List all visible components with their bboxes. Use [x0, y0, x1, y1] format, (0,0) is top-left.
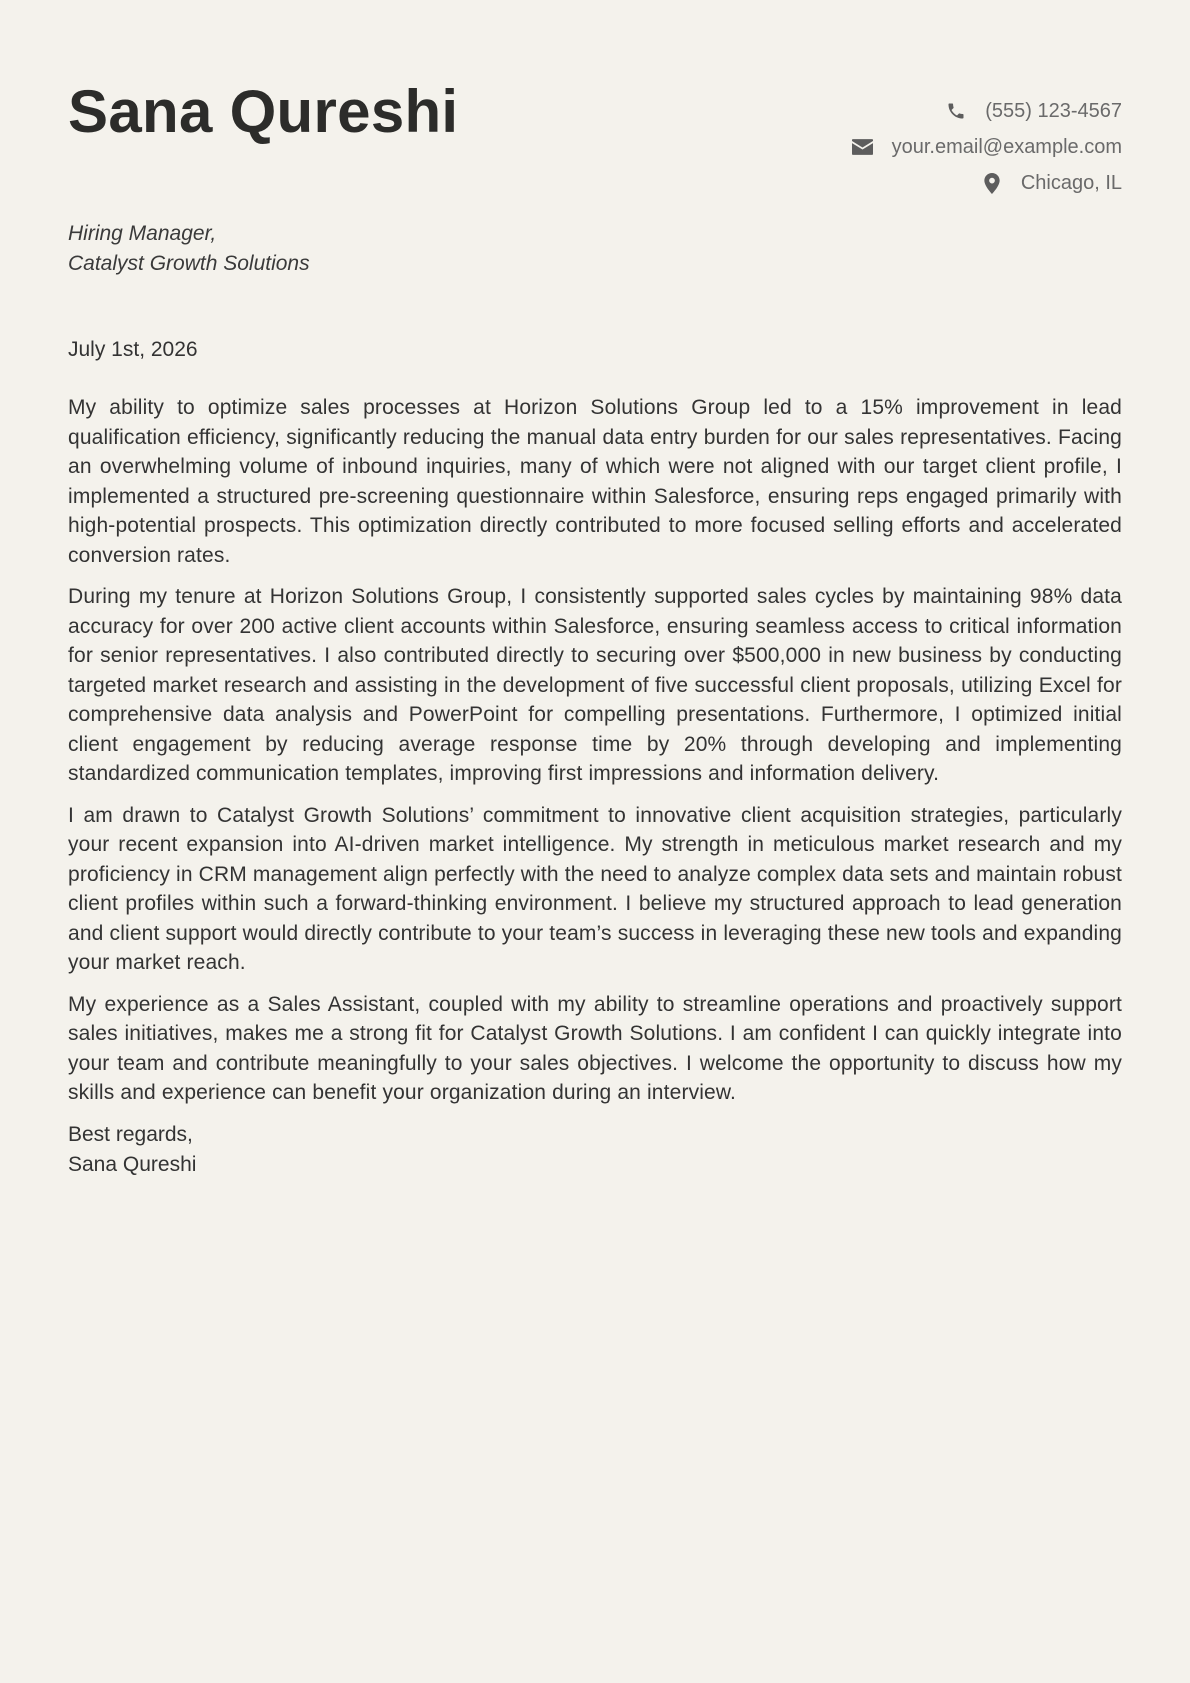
- closing-salutation: Best regards,: [68, 1122, 193, 1146]
- recipient-block: [68, 219, 1122, 279]
- contact-location: Chicago, IL: [1020, 171, 1122, 194]
- applicant-name: Sana Qureshi: [68, 78, 459, 145]
- contact-info: [702, 93, 1122, 201]
- phone-icon: [945, 100, 967, 122]
- contact-location-row: [702, 165, 1122, 201]
- body-paragraph-3: I am drawn to Catalyst Growth Solutions’ commitment to innovative client acquisition strategies, particularly your recent expansion into AI-driven market intelligence. My strength in meticulous market research and my proficiency in CRM management align perfectly with the need to analyze complex data sets and maintain robust client profiles within such a forward-thinking environment. I believe my structured approach to lead generation and client support would directly contribute to your team’s success in leveraging these new tools and expanding your market reach.: [68, 803, 1122, 974]
- map-pin-icon: [981, 172, 1003, 194]
- body-paragraph-2: During my tenure at Horizon Solutions Group, I consistently supported sales cycles by maintaining 98% data accuracy for over 200 active client accounts within Salesforce, ensuring seamless access to critical information for senior representatives. I also contributed directly to securing over $500,000 in new business by conducting targeted market research and assisting in the development of five successful client proposals, utilizing Excel for comprehensive data analysis and PowerPoint for compelling presentations. Furthermore, I optimized initial client engagement by reducing average response time by 20% through developing and implementing standardized communication templates, improving first impressions and information delivery.: [68, 585, 1122, 785]
- letter-date: July 1st, 2026: [68, 338, 198, 361]
- closing-signature: Sana Qureshi: [68, 1152, 197, 1176]
- envelope-icon: [852, 136, 874, 158]
- contact-phone-row: [702, 93, 1122, 129]
- body-paragraph-1: My ability to optimize sales processes at Horizon Solutions Group led to a 15% improvement in lead qualification efficiency, significantly reducing the manual data entry burden for our sales representatives. Facing an overwhelming volume of inbound inquiries, many of which were not aligned with our target client profile, I implemented a structured pre-screening questionnaire within Salesforce, ensuring reps engaged primarily with high-potential prospects. This optimization directly contributed to more focused selling efforts and accelerated conversion rates.: [68, 396, 1122, 567]
- recipient-title: Hiring Manager,: [68, 222, 217, 245]
- body-paragraph-4: My experience as a Sales Assistant, coupled with my ability to streamline operations and proactively support sales initiatives, makes me a strong fit for Catalyst Growth Solutions. I am confident I can quickly integrate into your team and contribute meaningfully to your sales objectives. I welcome the opportunity to discuss how my skills and experience can benefit your organization during an interview.: [68, 992, 1122, 1104]
- contact-email: your.email@example.com: [891, 135, 1122, 158]
- contact-email-row: [702, 129, 1122, 165]
- letter-body: [68, 393, 1122, 1108]
- recipient-company: Catalyst Growth Solutions: [68, 252, 310, 275]
- letter-header: [68, 0, 1122, 195]
- closing-block: [68, 1120, 1122, 1180]
- contact-phone: (555) 123-4567: [985, 99, 1122, 122]
